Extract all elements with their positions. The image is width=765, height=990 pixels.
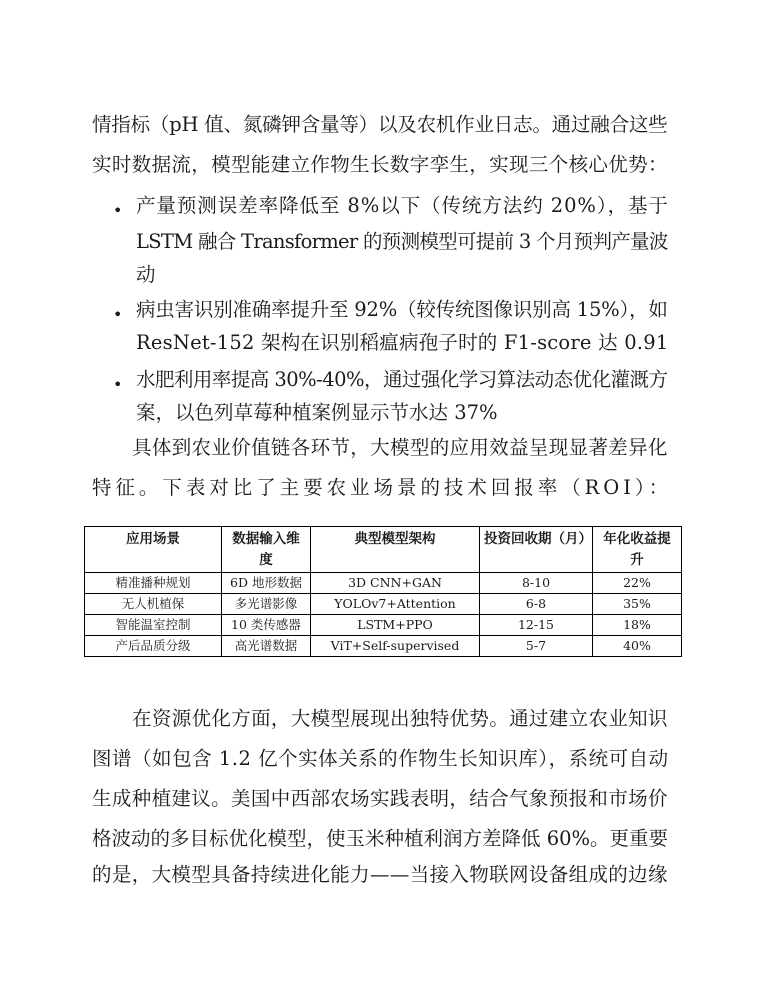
value-chain-line-2: 特征。下表对比了主要农业场景的技术回报率（ROI）： bbox=[92, 476, 673, 499]
resource-line-2: 图谱（如包含 1.2 亿个实体关系的作物生长知识库），系统可自动 bbox=[92, 747, 669, 770]
table-cell: 精准播种规划 bbox=[85, 573, 222, 594]
resource-line-3: 生成种植建议。美国中西部农场实践表明，结合气象预报和市场价 bbox=[92, 787, 668, 810]
intro-line-1: 情指标（pH 值、氮磷钾含量等）以及农机作业日志。通过融合这些 bbox=[92, 113, 668, 136]
intro-line-2: 实时数据流，模型能建立作物生长数字孪生，实现三个核心优势： bbox=[92, 153, 668, 176]
header-scenario: 应用场景 bbox=[85, 527, 222, 573]
table-cell: 18% bbox=[593, 615, 682, 636]
table-row bbox=[85, 615, 682, 636]
table-cell: 22% bbox=[593, 573, 682, 594]
table-cell: 6-8 bbox=[480, 594, 593, 615]
table-cell: YOLOv7+Attention bbox=[311, 594, 480, 615]
roi-table bbox=[84, 526, 682, 657]
table-cell: 35% bbox=[593, 594, 682, 615]
table-cell: 40% bbox=[593, 636, 682, 657]
table-cell: 6D 地形数据 bbox=[222, 573, 311, 594]
bullet-2-line-2: ResNet-152 架构在识别稻瘟病孢子时的 F1-score 达 0.91 bbox=[136, 331, 669, 354]
bullet-3-line-2: 案，以色列草莓种植案例显示节水达 37% bbox=[136, 401, 498, 424]
table-cell: 多光谱影像 bbox=[222, 594, 311, 615]
bullet-1-line-1: 产量预测误差率降低至 8%以下（传统方法约 20%），基于 bbox=[136, 194, 669, 217]
bullet-dot-icon: • bbox=[113, 201, 123, 220]
header-model-arch: 典型模型架构 bbox=[311, 527, 480, 573]
table-cell: 高光谱数据 bbox=[222, 636, 311, 657]
bullet-1-line-3: 动 bbox=[136, 263, 156, 286]
resource-line-4: 格波动的多目标优化模型，使玉米种植利润方差降低 60%。更重要 bbox=[92, 827, 669, 850]
table-cell: 10 类传感器 bbox=[222, 615, 311, 636]
table-cell: 5-7 bbox=[480, 636, 593, 657]
bullet-2-line-1: 病虫害识别准确率提升至 92%（较传统图像识别高 15%），如 bbox=[136, 298, 668, 321]
table-cell: 3D CNN+GAN bbox=[311, 573, 480, 594]
table-row bbox=[85, 594, 682, 615]
table-cell: 8-10 bbox=[480, 573, 593, 594]
bullet-dot-icon: • bbox=[113, 375, 123, 394]
table-cell: ViT+Self-supervised bbox=[311, 636, 480, 657]
bullet-dot-icon: • bbox=[113, 305, 123, 324]
table-cell: LSTM+PPO bbox=[311, 615, 480, 636]
table-cell: 12-15 bbox=[480, 615, 593, 636]
table-row bbox=[85, 636, 682, 657]
resource-line-5: 的是，大模型具备持续进化能力——当接入物联网设备组成的边缘 bbox=[92, 863, 668, 886]
value-chain-line-1: 具体到农业价值链各环节，大模型的应用效益呈现显著差异化 bbox=[132, 436, 668, 459]
table-cell: 产后品质分级 bbox=[85, 636, 222, 657]
table-cell: 无人机植保 bbox=[85, 594, 222, 615]
header-payback: 投资回收期（月） bbox=[480, 527, 593, 573]
table-cell: 智能温室控制 bbox=[85, 615, 222, 636]
table-header-row bbox=[85, 527, 682, 573]
resource-line-1: 在资源优化方面，大模型展现出独特优势。通过建立农业知识 bbox=[132, 707, 668, 730]
header-data-input: 数据输入维度 bbox=[222, 527, 311, 573]
header-annual-gain: 年化收益提升 bbox=[593, 527, 682, 573]
bullet-1-line-2: LSTM 融合 Transformer 的预测模型可提前 3 个月预判产量波 bbox=[136, 230, 668, 253]
bullet-3-line-1: 水肥利用率提高 30%-40%，通过强化学习算法动态优化灌溉方 bbox=[136, 368, 668, 391]
table-row bbox=[85, 573, 682, 594]
